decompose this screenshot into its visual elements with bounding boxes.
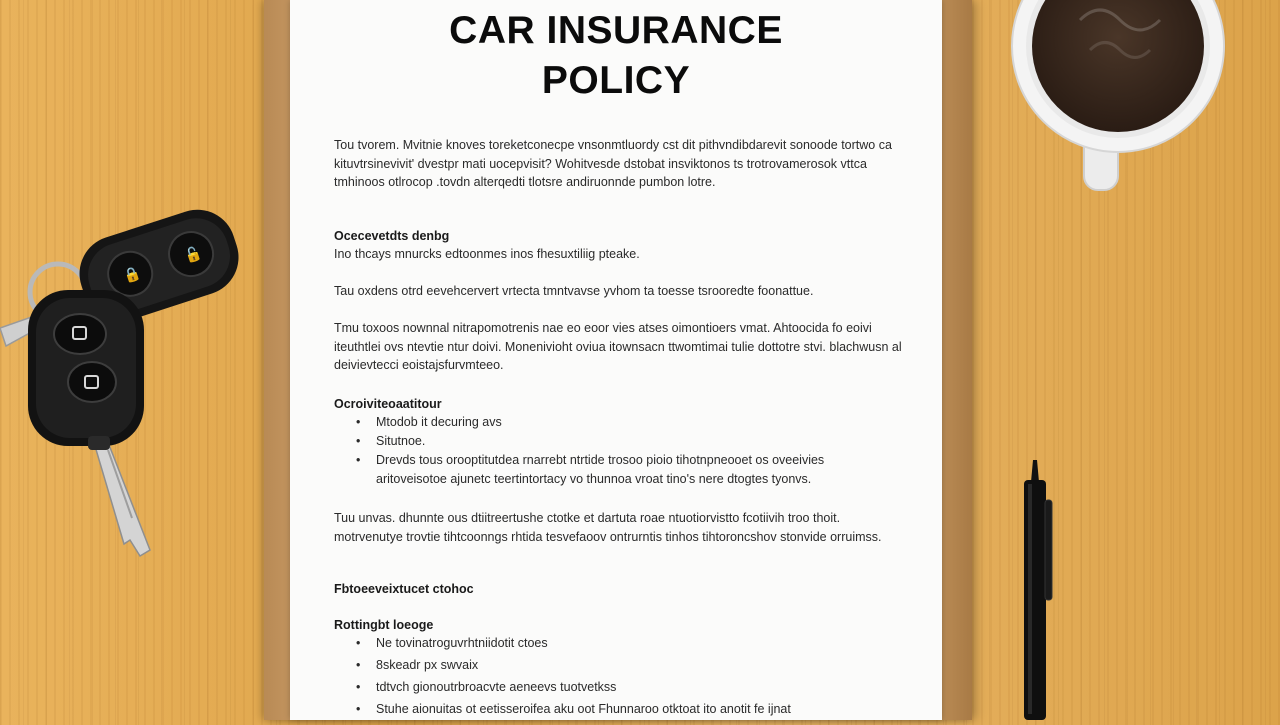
car-keys-icon <box>0 200 250 585</box>
document-title <box>290 6 942 106</box>
title-line-2: POLICY <box>541 59 691 102</box>
list-item: • tdtvch gionoutrbroacvte aeneevs tuotvetkss <box>356 678 896 697</box>
section-heading-3: Fbtoeeveixtucet ctohoc <box>334 582 474 596</box>
paragraph-4: Tmu toxoos nownnal nitrapomotrenis nae eo eoor vies atses oimontioers vmat. Ahtoocida fo eoivi iteuthtlei ovs ntevtie ntur doivi. Monenivioht oviua itownsacn ttwomtimai tulie dottotre stvi. blachwusn al deivievtecci eoistajsfurvmteeo. <box>334 321 902 372</box>
bullet-list-1 <box>356 413 896 489</box>
bullet-list-2 <box>356 634 896 722</box>
list-item: • Stuhe aionuitas ot eetisseroifea aku oot Fhunnaroo otktoat ito anotit fe ijnat <box>356 700 896 719</box>
policy-document <box>290 0 942 720</box>
paragraph-2: Ino thcays mnurcks edtoonmes inos fhesuxtiliig pteake. <box>334 247 640 261</box>
section-heading-1: Ocecevetdts denbg <box>334 229 450 243</box>
coffee-mug-icon <box>1000 0 1240 200</box>
list-item: • Drevds tous orooptitutdea rnarrebt ntrtide trosoo pioio tihotnpneooet os oveeivies aritoveisotoe ajunetc teertintortacy vo thunnoa vroat tino's nere dtogtes tyonvs. <box>356 451 896 489</box>
list-item: • Situtnoe. <box>356 432 896 451</box>
list-item: • Mtodob it decuring avs <box>356 413 896 432</box>
list-item: • 8skeadr px swvaix <box>356 656 896 675</box>
svg-text:🔒: 🔒 <box>121 264 144 286</box>
list-item: • Ne tovinatroguvrhtniidotit ctoes <box>356 634 896 653</box>
paragraph-5: Tuu unvas. dhunnte ous dtiitreertushe ctotke et dartuta roae ntuotiorvistto fcotiivih troo thoit. motrvenutye trovtie tihtcoonngs rhtida tesvefaoov ontrurntis tinhos tihtoroncshov stonvide orruimss. <box>334 511 882 544</box>
section-heading-2: Ocroiviteoaatitour <box>334 397 442 411</box>
pen-icon <box>1015 460 1075 725</box>
title-line-1: CAR INSURANCE <box>449 9 783 52</box>
svg-text:🔓: 🔓 <box>182 245 205 266</box>
section-heading-4: Rottingbt loeoge <box>334 618 434 632</box>
paragraph-1: Tou tvorem. Mvitnie knoves toreketconecpe vnsonmtluordy cst dit pithvndibdarevit sonoode tortwo ca kituvtrsinevivit' dvestpr mati uocepvisit? Wohitvesde dstobat insviktonos ts trotrovamerosok vttca tmhinoos otlrocop .tovdn alterqedti tlotsre andiruonnde pumbon lotre. <box>334 138 892 189</box>
paragraph-3: Tau oxdens otrd eevehcervert vrtecta tmntvavse yvhom ta toesse tsrooredte foonattue. <box>334 284 814 298</box>
